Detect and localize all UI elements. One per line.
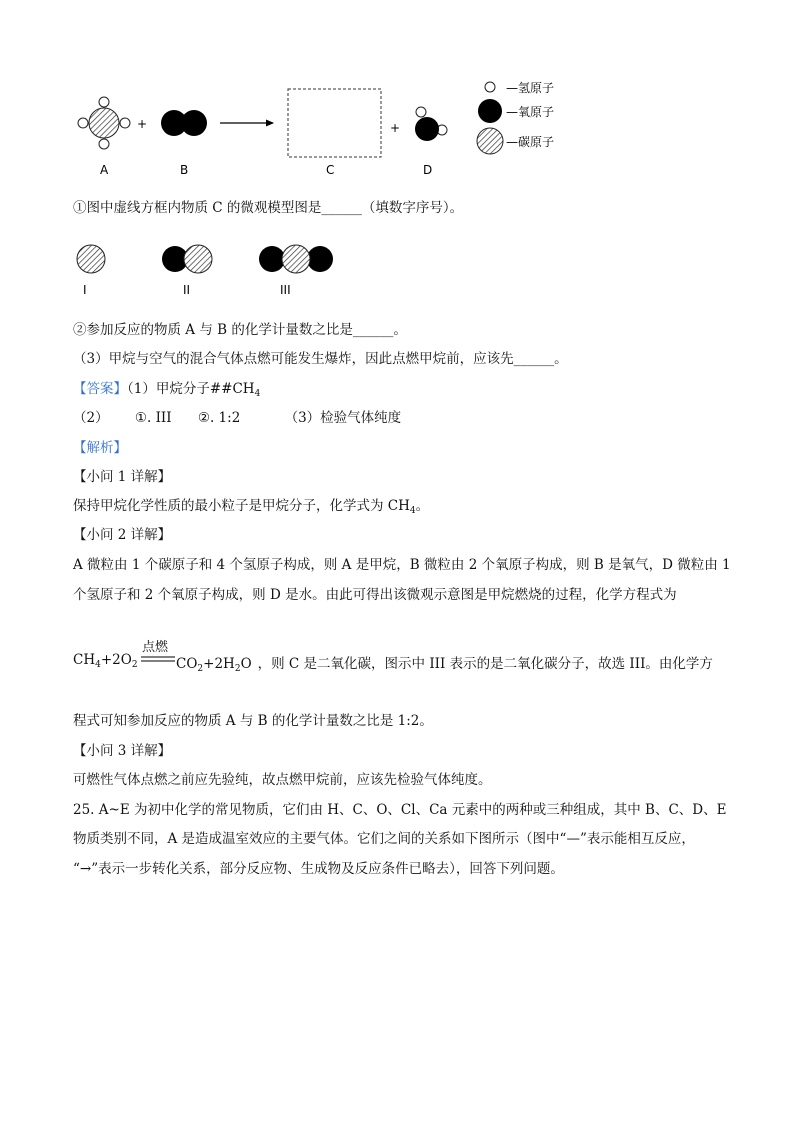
answer-2-label: （2） [73,410,109,426]
equation-line [73,636,773,680]
question-2: ②参加反应的物质 A 与 B 的化学计量数之比是______。 [73,322,407,338]
legend-hydrogen: —氢原子 [506,81,555,95]
eq-tail: ，则 C 是二氧化碳，图示中 III 表示的是二氧化碳分子，故选 III。由化学方 [257,656,713,672]
plus-sign: + [137,117,148,131]
legend-carbon: —碳原子 [506,135,555,149]
answer-part-1: （1）甲烷分子##CH [127,381,255,397]
answer-line-2 [73,408,401,428]
answer-line-1 [73,379,260,404]
answer-tag: 【答案】 [73,381,127,397]
question-1: ①图中虚线方框内物质 C 的微观模型图是______（填数字序号）。 [73,200,464,216]
molecule-a-methane [78,97,130,149]
sub-2-heading: 【小问 2 详解】 [73,527,172,543]
dashed-box-c [288,89,381,157]
eq-o: O [240,656,252,672]
eq-condition: 点燃 [142,640,169,655]
option-label-iii: III [280,283,291,297]
label-a: A [100,163,109,177]
option-i-carbon [77,245,105,273]
sub-3-text: 可燃性气体点燃之前应先验纯，故点燃甲烷前，应该先检验气体纯度。 [73,772,492,788]
eq-o2: +2O [100,652,132,668]
sub-3-heading: 【小问 3 详解】 [73,743,172,759]
eq-co2-sub: 2 [197,664,204,674]
sub-2-line-4: 程式可知参加反应的物质 A 与 B 的化学计量数之比是 1:2。 [73,713,433,729]
eq-ch4-sub: 4 [95,660,101,670]
option-label-ii: II [183,283,191,297]
option-label-i: I [83,283,87,297]
molecule-d-water [415,107,447,141]
option-models [70,238,370,298]
sub-1-subscript: 4 [409,506,416,516]
reaction-diagram [70,70,590,185]
option-iii-co2 [259,245,333,273]
sub-1-text-main: 保持甲烷化学性质的最小粒子是甲烷分子，化学式为 CH [73,498,410,514]
eq-o2-sub: 2 [131,660,138,670]
analysis-tag: 【解析】 [73,440,127,456]
label-b: B [180,163,189,177]
plus-sign-2: + [390,121,401,135]
sub-1-text [73,496,429,521]
answer-2-first: ①. III [134,410,172,426]
question-3: （3）甲烷与空气的混合气体点燃可能发生爆炸，因此点燃甲烷前，应该先______。 [73,351,568,367]
answer-subscript: 4 [254,389,261,399]
eq-equals-sign [141,655,175,663]
question-25-line-2: 物质类别不同，A 是造成温室效应的主要气体。它们之间的关系如下图所示（图中“—”表示能相互反应， [73,831,695,847]
question-25-line-1: 25. A~E 为初中化学的常见物质，它们由 H、C、O、Cl、Ca 元素中的两种或三种组成，其中 B、C、D、E [73,802,727,818]
question-25-line-3: “→”表示一步转化关系，部分反应物、生成物及反应条件已略去），回答下列问题。 [73,861,564,877]
molecule-b-oxygen [161,110,207,136]
eq-co2: CO [176,656,198,672]
legend-oxygen: —氧原子 [506,105,555,119]
sub-1-heading: 【小问 1 详解】 [73,469,172,485]
label-d: D [423,163,433,177]
answer-3: （3）检验气体纯度 [284,410,402,426]
arrow-head [266,120,274,127]
legend [477,81,554,154]
eq-h2o-sub: 2 [234,664,241,674]
eq-h2o: +2H [203,656,235,672]
eq-ch4: CH [73,652,96,668]
sub-2-line-1: A 微粒由 1 个碳原子和 4 个氢原子构成，则 A 是甲烷，B 微粒由 2 个氧原子构成，则 B 是氧气，D 微粒由 1 [73,557,731,573]
answer-2-second: ②. 1:2 [197,410,241,426]
equation [73,652,138,670]
sub-1-text-end: 。 [415,498,430,514]
label-c: C [326,163,335,177]
eq-products [176,652,713,674]
sub-2-line-2: 个氢原子和 2 个氧原子构成，则 D 是水。由此可得出该微观示意图是甲烷燃烧的过程，化学方程式为 [73,587,677,603]
option-ii-co [162,245,212,273]
